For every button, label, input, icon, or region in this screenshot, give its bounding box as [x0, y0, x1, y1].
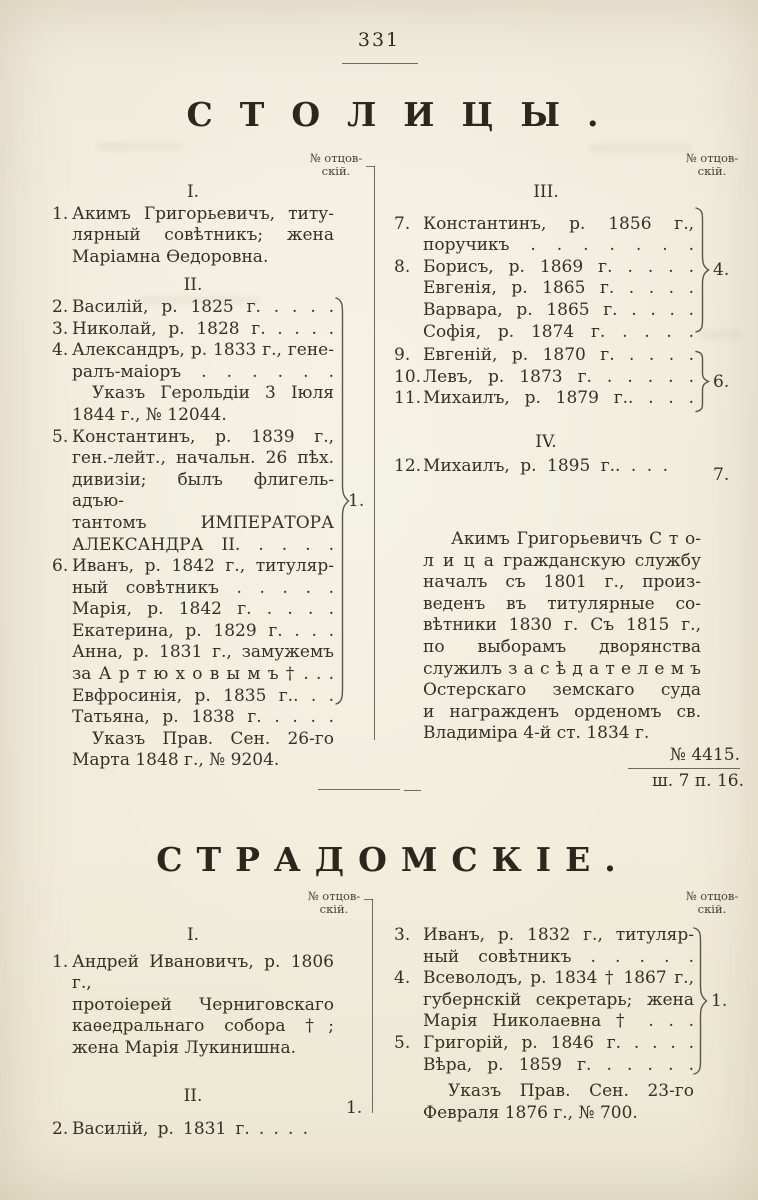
line-text: Остерскаго земскаго суда: [423, 680, 701, 701]
line-text: л и ц а гражданскую службу: [423, 550, 701, 571]
line-text: Евгенія, р. 1865 г. . . . .: [423, 278, 694, 299]
line-text: Евгеній, р. 1870 г. . . . .: [423, 345, 694, 366]
text-line: [52, 578, 334, 600]
line-text: Маріамна Ѳедоровна.: [72, 246, 269, 267]
section-title-stradomskie: СТРАДОМСКІЕ.: [156, 840, 630, 879]
line-text: Константинъ, р. 1856 г.,: [423, 213, 694, 234]
line-text: Марія Николаевна † . . .: [423, 1011, 694, 1032]
line-text: АЛЕКСАНДРА II. . . . .: [72, 534, 334, 555]
line-text: Екатерина, р. 1829 г. . . .: [72, 620, 334, 641]
roman-numeral-heading: [398, 182, 694, 204]
cabinet-signature: ш. 7 п. 16.: [651, 771, 744, 791]
line-text: Вѣра, р. 1859 г. . . . . .: [423, 1054, 694, 1075]
text-line: [52, 535, 334, 557]
text-line: [423, 594, 701, 616]
line-text: Всеволодъ, р. 1834 † 1867 г.,: [423, 968, 694, 989]
father-number-label: 1.: [348, 491, 365, 511]
text-line: [52, 642, 334, 664]
line-text: по выборамъ дворянства: [423, 636, 701, 657]
column-header-line2: скій.: [697, 164, 727, 178]
line-text: губернскій секретарь; жена: [423, 989, 694, 1010]
text-line: [52, 621, 334, 643]
text-line: [52, 405, 334, 427]
line-text: Евфросинія, р. 1835 г.. . .: [72, 685, 334, 706]
line-text: протоіерей Черниговскаго: [72, 994, 334, 1015]
line-text: III.: [533, 182, 559, 202]
text-line: [398, 1011, 694, 1033]
column-header-line2: скій.: [321, 164, 351, 178]
father-number-label: 1.: [711, 991, 728, 1011]
line-text: и награжденъ орденомъ св.: [423, 701, 701, 722]
line-text: 1844 г., № 12044.: [72, 404, 227, 425]
entry-number: 4.: [52, 340, 69, 361]
text-line: [423, 615, 701, 637]
line-text: I.: [186, 182, 200, 202]
line-text: Указъ Прав. Сен. 23-го: [448, 1081, 694, 1102]
text-line: [52, 707, 334, 729]
text-line: [398, 1081, 694, 1103]
text-line: [52, 204, 334, 226]
line-text: Указъ Прав. Сен. 26-го: [92, 728, 334, 749]
gap: [52, 268, 334, 275]
text-line: [398, 235, 694, 257]
text-line: [398, 322, 694, 344]
entry-number: 9.: [394, 345, 411, 366]
gap: [52, 1060, 334, 1086]
text-line: [52, 664, 334, 686]
reference-rule: [628, 768, 740, 769]
text-line: [52, 729, 334, 751]
line-text: Левъ, р. 1873 г. . . . . .: [423, 366, 694, 387]
line-text: Борисъ, р. 1869 г. . . . .: [423, 256, 694, 277]
text-line: [423, 723, 701, 745]
column-header-line1: № отцов-: [307, 889, 361, 903]
entry-number: 5.: [394, 1032, 411, 1053]
column-divider: [372, 899, 373, 1113]
line-text: дивизіи; былъ флигель-адъю-: [72, 469, 334, 512]
line-text: Указъ Герольдіи 3 Іюля: [92, 383, 334, 404]
page-number-rule: [342, 63, 418, 64]
entry-number: 10.: [394, 366, 422, 387]
line-text: Софія, р. 1874 г. . . . .: [423, 321, 694, 342]
line-text: ный совѣтникъ . . . . .: [72, 577, 334, 598]
text-line: [394, 213, 694, 236]
line-text: Андрей Ивановичъ, р. 1806 г.,: [72, 951, 334, 994]
column-header-line1: № отцов-: [685, 889, 739, 903]
text-line: [52, 225, 334, 247]
line-text: Февраля 1876 г., № 700.: [423, 1102, 638, 1123]
line-text: Владиміра 4-й ст. 1834 г.: [423, 723, 650, 744]
roman-numeral-heading: [52, 182, 334, 204]
text-line: [52, 297, 334, 319]
column-left-stradomskie: [52, 925, 334, 1141]
text-line: [394, 1032, 694, 1055]
column-header-line2: скій.: [697, 902, 727, 916]
genealogy-brace: [694, 206, 710, 334]
record-reference: № 4415.: [669, 745, 740, 765]
line-text: веденъ въ титулярные со-: [423, 593, 701, 614]
genealogy-brace: [692, 926, 708, 1076]
text-line: [423, 659, 701, 681]
text-line: [52, 1016, 334, 1038]
entry-number: 1.: [52, 951, 69, 972]
entry-number: 2.: [52, 1119, 69, 1140]
line-text: Михаилъ, р. 1895 г.. . . .: [423, 455, 668, 476]
text-line: [52, 1038, 334, 1060]
roman-numeral-heading: [52, 1086, 334, 1108]
text-line: [52, 556, 334, 578]
entry-number: 3.: [52, 318, 69, 339]
entry-number: 11.: [394, 388, 422, 409]
line-text: Марта 1848 г., № 9204.: [72, 750, 280, 771]
text-line: [52, 340, 334, 362]
text-line: [398, 1103, 694, 1125]
gap: [398, 204, 694, 214]
entry-number: 4.: [394, 968, 411, 989]
text-line: [423, 529, 701, 551]
line-text: Александръ, р. 1833 г., гене-: [72, 340, 334, 361]
line-text: Николай, р. 1828 г. . . . .: [72, 318, 334, 339]
text-line: [423, 572, 701, 594]
section-separator-dash: [318, 789, 400, 790]
line-text: II.: [183, 275, 203, 296]
column-header-father-no: [676, 152, 748, 178]
line-text: вѣтники 1830 г. Съ 1815 г.,: [423, 615, 701, 636]
roman-numeral-heading: [398, 432, 694, 454]
line-text: II.: [183, 1085, 203, 1106]
line-text: поручикъ . . . . . . .: [423, 235, 694, 256]
line-text: Анна, р. 1831 г., замужемъ: [72, 642, 334, 663]
line-text: Акимъ Григорьевичъ, титу-: [72, 203, 334, 224]
entry-number: 2.: [52, 296, 69, 317]
text-line: [394, 256, 694, 279]
text-line: [398, 947, 694, 969]
text-line: [52, 448, 334, 470]
gap: [398, 410, 694, 432]
father-number-label: 6.: [713, 372, 730, 392]
text-line: [398, 300, 694, 322]
text-line: [423, 702, 701, 724]
line-text: тантомъ ИМПЕРАТОРА: [72, 512, 334, 533]
line-text: жена Марія Лукинишна.: [72, 1037, 297, 1058]
column-header-father-no: [300, 152, 372, 178]
line-text: лярный совѣтникъ; жена: [72, 225, 334, 246]
line-text: Татьяна, р. 1838 г. . . . .: [72, 707, 334, 728]
text-line: [52, 247, 334, 269]
line-text: Марія, р. 1842 г. . . . .: [72, 599, 334, 620]
line-text: Василій, р. 1831 г. . . . .: [72, 1119, 308, 1140]
text-line: [52, 686, 334, 708]
father-number-label: 1.: [346, 1098, 363, 1118]
column-right-stradomskie: [394, 925, 694, 1124]
column-header-father-no: [676, 890, 748, 916]
entry-number: 6.: [52, 556, 69, 577]
entry-number: 8.: [394, 256, 411, 277]
text-line: [398, 990, 694, 1012]
text-line: [52, 952, 334, 995]
line-text: IV.: [535, 431, 557, 452]
column-divider: [374, 166, 375, 740]
entry-number: 12.: [394, 455, 422, 476]
text-line: [394, 455, 694, 478]
text-line: [52, 319, 334, 341]
father-number-label: 4.: [713, 260, 730, 280]
section-separator-dash: [404, 790, 421, 791]
text-line: [394, 345, 694, 367]
line-text: Василій, р. 1825 г. . . . .: [72, 296, 334, 317]
entry-number: 3.: [394, 925, 411, 945]
line-text: Акимъ Григорьевичъ С т о-: [451, 529, 701, 549]
column-header-line2: скій.: [319, 902, 349, 916]
line-text: Иванъ, р. 1832 г., титуляр-: [423, 925, 694, 945]
entry-number: 5.: [52, 426, 69, 447]
text-line: [52, 513, 334, 535]
line-text: служилъ з а с ѣ д а т е л е м ъ: [423, 658, 701, 679]
text-line: [52, 599, 334, 621]
text-line: [394, 925, 694, 947]
text-line: [423, 551, 701, 573]
showthrough-artifact: [96, 142, 182, 151]
column-header-line1: № отцов-: [685, 151, 739, 165]
line-text: ралъ-маіоръ . . . . . .: [72, 361, 334, 382]
line-text: каѳедральнаго собора †;: [72, 1016, 334, 1037]
line-text: ный совѣтникъ . . . . .: [423, 946, 694, 967]
genealogy-brace: [694, 350, 710, 413]
line-text: Михаилъ, р. 1879 г.. . . .: [423, 388, 694, 409]
father-number-label: 7.: [713, 465, 730, 485]
roman-numeral-heading: [52, 275, 334, 297]
text-line: [423, 680, 701, 702]
text-line: [52, 750, 334, 772]
text-line: [423, 637, 701, 659]
line-text: I.: [186, 925, 200, 945]
line-text: ген.-лейт., начальн. 26 пѣх.: [72, 448, 334, 469]
text-line: [394, 968, 694, 990]
divider-tick: [366, 166, 375, 167]
column-header-father-no: [298, 890, 370, 916]
entry-number: 7.: [394, 213, 411, 234]
gap: [52, 1107, 334, 1119]
text-line: [394, 388, 694, 410]
line-text: началъ съ 1801 г., произ-: [423, 572, 701, 593]
column-left-stolitsy: [52, 182, 334, 772]
line-text: Варвара, р. 1865 г. . . . .: [423, 299, 694, 320]
text-line: [52, 362, 334, 384]
line-text: Иванъ, р. 1842 г., титуляр-: [72, 556, 334, 577]
text-line: [398, 1055, 694, 1077]
line-text: за А р т ю х о в ы м ъ † . . .: [72, 664, 334, 685]
line-text: Константинъ, р. 1839 г.,: [72, 426, 334, 447]
page-number: 331: [357, 29, 401, 51]
roman-numeral-heading: [52, 925, 334, 947]
entry-number: 1.: [52, 203, 69, 224]
text-line: [52, 470, 334, 513]
text-line: [394, 366, 694, 389]
line-text: Григорій, р. 1846 г. . . . .: [423, 1032, 694, 1053]
section-title-stolitsy: СТОЛИЦЫ.: [186, 95, 626, 134]
biography-paragraph: [423, 529, 701, 745]
text-line: [52, 1119, 334, 1141]
column-right-stolitsy: [394, 182, 694, 477]
text-line: [52, 995, 334, 1017]
text-line: [398, 278, 694, 300]
column-header-line1: № отцов-: [309, 151, 363, 165]
divider-tick: [364, 899, 373, 900]
text-line: [52, 383, 334, 405]
text-line: [52, 427, 334, 449]
